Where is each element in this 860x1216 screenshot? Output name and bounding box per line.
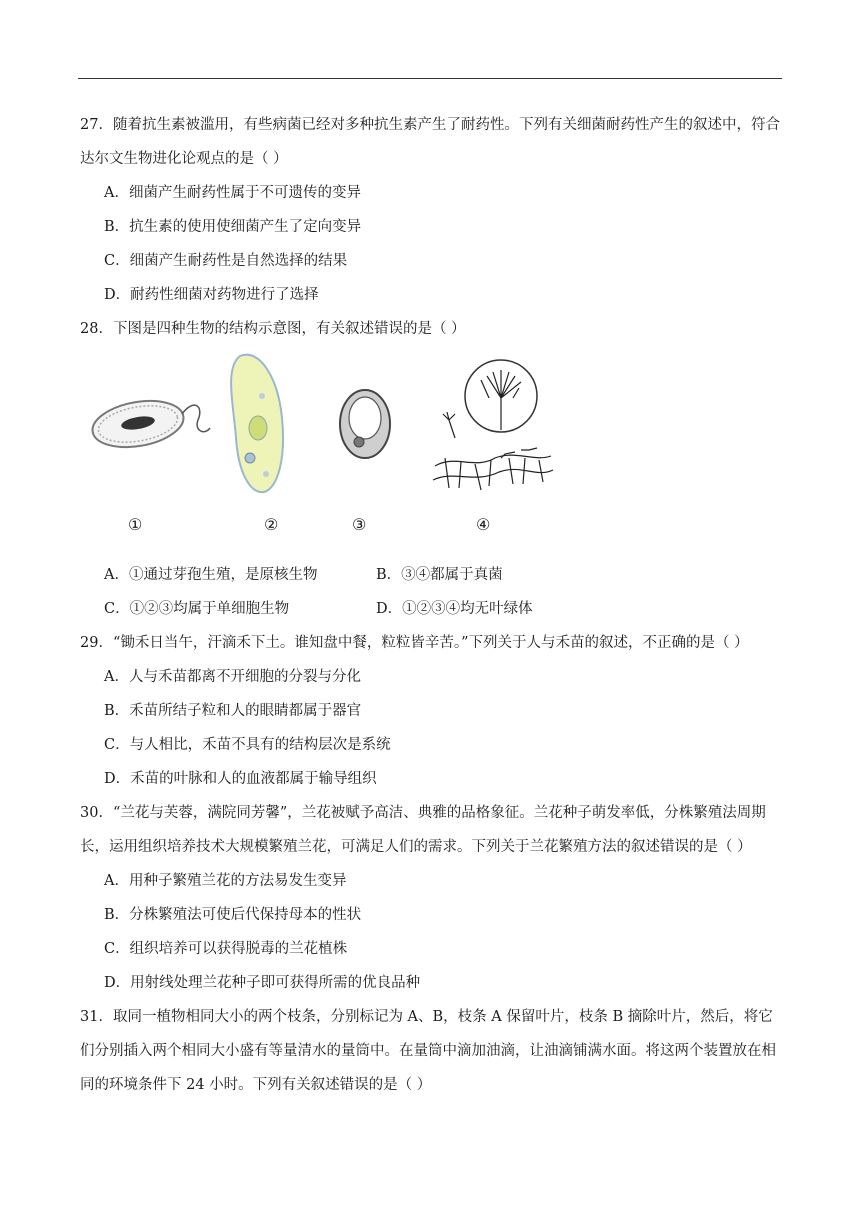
question-31 <box>80 1000 784 1102</box>
header-rule <box>78 78 782 79</box>
question-27-option-d: D．耐药性细菌对药物进行了选择 <box>104 287 319 303</box>
question-28-option-c: C．①②③均属于单细胞生物 <box>104 601 290 617</box>
question-27-option-b: B．抗生素的使用使细菌产生了定向变异 <box>104 219 362 235</box>
question-29-option-c: C．与人相比，禾苗不具有的结构层次是系统 <box>104 737 391 753</box>
question-30-option-b: B．分株繁殖法可使后代保持母本的性状 <box>104 907 362 923</box>
question-28 <box>80 312 784 626</box>
question-30-option-c: C．组织培养可以获得脱毒的兰花植株 <box>104 941 348 957</box>
question-29-option-b: B．禾苗所结子粒和人的眼睛都属于器官 <box>104 703 362 719</box>
paramecium-illustration <box>220 348 300 498</box>
figure-label-3: ③ <box>352 515 367 534</box>
question-30-stem: 30．“兰花与芙蓉，满院同芳馨”，兰花被赋予高洁、典雅的品格象征。兰花种子萌发率低，分株繁殖法周期长，运用组织培养技术大规模繁殖兰花，可满足人们的需求。下列关于兰花繁殖方法的叙述错误的是（ ） <box>80 805 766 855</box>
question-28-option-d: D．①②③④均无叶绿体 <box>376 601 533 617</box>
question-28-options-row-1 <box>104 558 784 592</box>
question-list <box>80 108 784 1102</box>
question-28-option-a: A．①通过芽孢生殖，是原核生物 <box>104 567 318 583</box>
mold-illustration <box>425 358 555 498</box>
question-29 <box>80 626 784 796</box>
question-28-options-row-2 <box>104 592 784 626</box>
figure-label-1: ① <box>128 515 143 534</box>
question-31-stem: 31．取同一植物相同大小的两个枝条，分别标记为 A、B，枝条 A 保留叶片，枝条 B 摘除叶片，然后，将它们分别插入两个相同大小盛有等量清水的量筒中。在量筒中滴加油滴，让油滴铺满水面。将这两个装置放在相同的环境条件下 24 小时。下列有关叙述错误的是（ ） <box>80 1009 776 1093</box>
bacterium-illustration <box>86 378 216 468</box>
question-28-stem: 28．下图是四种生物的结构示意图，有关叙述错误的是（ ） <box>80 321 466 337</box>
question-28-option-b: B．③④都属于真菌 <box>376 567 503 583</box>
question-27-stem: 27．随着抗生素被滥用，有些病菌已经对多种抗生素产生了耐药性。下列有关细菌耐药性产生的叙述中，符合达尔文生物进化论观点的是（ ） <box>80 117 780 167</box>
question-29-option-a: A．人与禾苗都离不开细胞的分裂与分化 <box>104 669 361 685</box>
question-27-option-c: C．细菌产生耐药性是自然选择的结果 <box>104 253 348 269</box>
question-29-option-d: D．禾苗的叶脉和人的血液都属于输导组织 <box>104 771 377 787</box>
question-30-option-a: A．用种子繁殖兰花的方法易发生变异 <box>104 873 347 889</box>
question-29-stem: 29．“锄禾日当午，汗滴禾下土。谁知盘中餐，粒粒皆辛苦。”下列关于人与禾苗的叙述，不正确的是（ ） <box>80 635 749 651</box>
question-27-option-a: A．细菌产生耐药性属于不可遗传的变异 <box>104 185 361 201</box>
figure-label-4: ④ <box>476 515 491 534</box>
yeast-illustration <box>335 384 395 464</box>
organism-figure <box>80 348 784 558</box>
question-30 <box>80 796 784 1000</box>
question-30-option-d: D．用射线处理兰花种子即可获得所需的优良品种 <box>104 975 421 991</box>
figure-label-2: ② <box>264 515 279 534</box>
question-27 <box>80 108 784 312</box>
